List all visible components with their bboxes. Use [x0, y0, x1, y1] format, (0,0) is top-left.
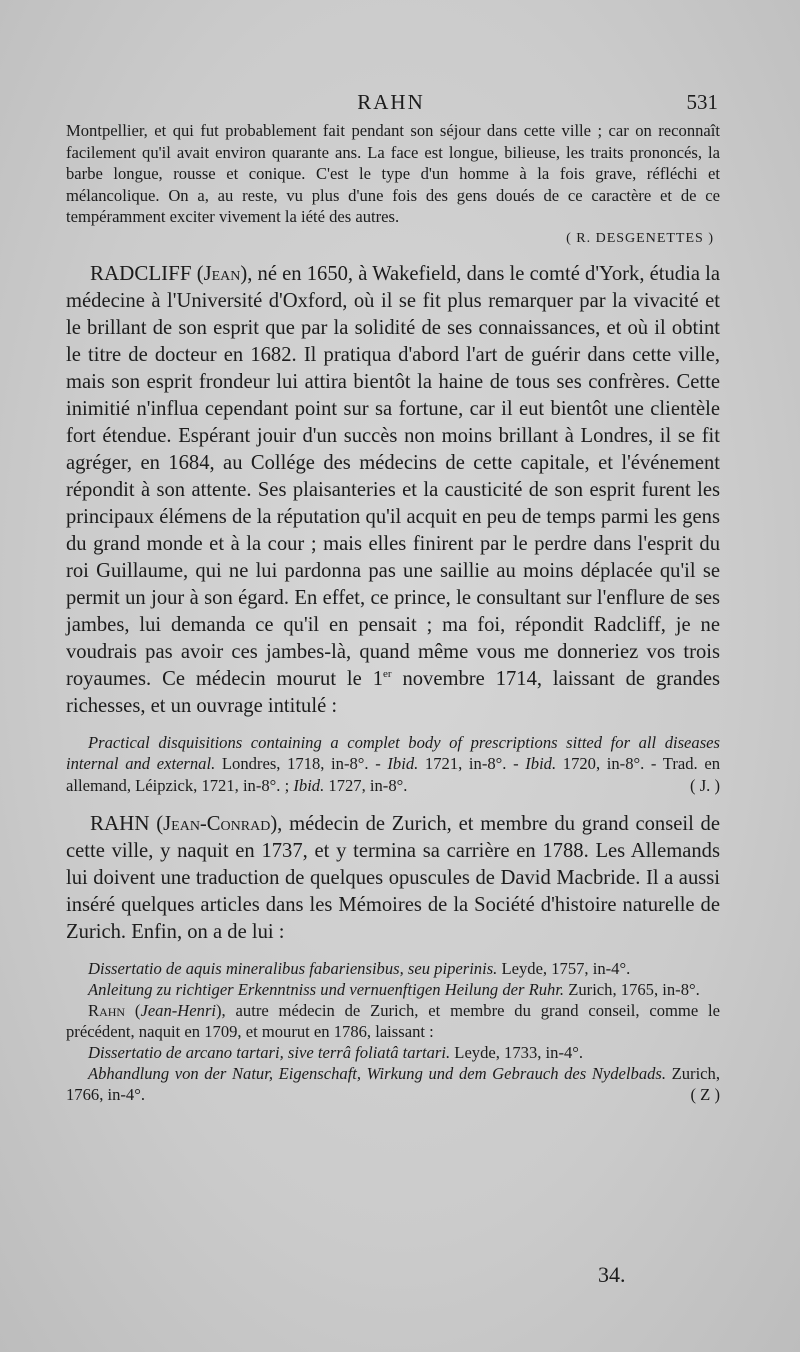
- bibliography-radcliff: [66, 732, 720, 797]
- previous-entry-ending: Montpellier, et qui fut probablement fait pendant son séjour dans cette ville ; car on reconnaît facilement qu'il avait environ quarante ans. La face est longue, bilieuse, les traits prononcés, la barbe longue, rousse et conique. C'est le type d'un homme à la fois grave, réfléchi et mélancolique. On a, au reste, vu plus d'une fois des gens doués de ce caractère et de ce tempéramment exciter vivement la iété des autres.: [66, 121, 720, 226]
- entry-text: ), autre médecin de Zurich, et membre du grand conseil, comme le précédent, naquit en 1709, et mourut en 1786, laissant :: [66, 1001, 720, 1041]
- entry-radcliff: RADCLIFF (Jean), né en 1650, à Wakefield, dans le comté d'York, étudia la médecine à l'Université d'Oxford, où il se fit plus remarquer par la vivacité et le brillant de son esprit que par la solidité de ses connaissances, et où il obtint le titre de docteur en 1682. Il pratiqua d'abord l'art de guérir dans cette ville, mais son esprit frondeur lui attira bientôt la haine de tous ses confrères. Cette inimitié n'influa cependant point sur sa fortune, car il eut bientôt une clientèle fort étendue. Espérant jouir d'un succès non moins brillant à Londres, il se fit agréger, en 1684, au Collége des médecins de cette capitale, et l'événement répondit à son attente. Ses plaisanteries et la causticité de son esprit furent les principaux élémens de la réputation qu'il acquit en peu de temps parmi les gens du grand monde et à la cour ; mais elles finirent par le perdre dans l'esprit du roi Guillaume, qui ne lui pardonna pas une saillie au moins déplacée qu'il se permit un jour à son égard. En effet, ce prince, le consultant sur l'enflure de ses jambes, lui demanda ce qu'il en pensait ; ma foi, répondit Radcliff, je ne voudrais pas avoir ces jambes-là, quand même vous me donneriez vos trois royaumes. Ce médecin mourut le 1er novembre 1714, laissant de grandes richesses, et un ouvrage intitulé :: [66, 260, 720, 717]
- work-details: Leyde, 1757, in-4°.: [497, 959, 631, 978]
- bibliography-rahn-henri-1: [66, 1042, 720, 1063]
- bibliography-rahn-2: [66, 979, 720, 1000]
- ibid-mark: Ibid.: [387, 754, 419, 773]
- entry-name: Rahn: [88, 1001, 126, 1020]
- author-initials: ( J. ): [690, 775, 720, 795]
- work-title: Dissertatio de aquis mineralibus fabariensibus, seu piperinis.: [88, 959, 498, 978]
- entry-name: RADCLIFF: [90, 260, 192, 285]
- entry-text: , né en 1650, à Wakefield, dans le comté d'York, étudia la médecine à l'Université d'Oxford, où il se fit plus remarquer par la vivacité et le brillant de son esprit que par la solidité de ses connaissances, et où il obtint le titre de docteur en 1682. Il pratiqua d'abord l'art de guérir dans cette ville, mais son esprit frondeur lui attira bientôt la haine de tous ses confrères. Cette inimitié n'influa cependant point sur sa fortune, car il eut bientôt une clientèle fort étendue. Espérant jouir d'un succès non moins brillant à Londres, il se fit agréger, en 1684, au Collége des médecins de cette capitale, et l'événement répondit à son attente. Ses plaisanteries et la causticité de son esprit furent les principaux élémens de la réputation qu'il acquit en peu de temps parmi les gens du grand monde et à la cour ; mais elles finirent par le perdre dans l'esprit du roi Guillaume, qui ne lui pardonna pas une saillie au moins déplacée qu'il se permit un jour à son égard. En effet, ce prince, le consultant sur l'enflure de ses jambes, lui demanda ce qu'il en pensait ; ma foi, répondit Radcliff, je ne voudrais pas avoir ces jambes-là, quand même vous me donneriez vos trois royaumes. Ce médecin mourut le 1: [66, 262, 720, 690]
- ordinal-superscript: er: [383, 667, 392, 680]
- page-body: [66, 120, 720, 1105]
- work-details: Londres, 1718, in-8°. -: [215, 754, 388, 773]
- entry-rahn-jean-conrad: RAHN (Jean-Conrad), médecin de Zurich, et membre du grand conseil de cette ville, y naquit en 1737, et y termina sa carrière en 1788. Les Allemands lui doivent une traduction de quelques opuscules de David Macbride. Il a aussi inséré quelques articles dans les Mémoires de la Société d'histoire naturelle de Zurich. Enfin, on a de lui :: [66, 811, 720, 943]
- entry-given-name: Jean: [203, 262, 241, 285]
- work-title: Abhandlung von der Natur, Eigenschaft, Wirkung und dem Gebrauch des Nydelbads.: [88, 1064, 667, 1083]
- work-details: 1727, in-8°.: [324, 775, 408, 795]
- work-details: Leyde, 1733, in-4°.: [450, 1043, 584, 1062]
- entry-given-name: Jean-Conrad: [163, 813, 271, 835]
- entry-text-continued: novembre 1714, laissant de grandes richesses, et un ouvrage intitulé :: [66, 667, 720, 717]
- bibliography-rahn-henri-2: [66, 1063, 720, 1105]
- bibliography-rahn-1: [66, 958, 720, 979]
- work-title: Anleitung zu richtiger Erkenntniss und vernuenftigen Heilung der Ruhr.: [88, 980, 565, 999]
- previous-entry-signature: ( R. DESGENETTES ): [566, 230, 714, 246]
- entry-given-name: Jean-Henri: [140, 1001, 217, 1020]
- work-details: Zurich, 1766, in-4°.: [66, 1064, 720, 1104]
- work-details: Zurich, 1765, in-8°.: [564, 980, 700, 999]
- page-number: 531: [686, 90, 718, 114]
- work-details: 1720, in-8°. - Trad. en allemand, Léipzick, 1721, in-8°. ;: [66, 754, 720, 795]
- ibid-mark: Ibid.: [525, 754, 557, 773]
- ibid-mark: Ibid.: [293, 775, 325, 795]
- signature-folio: 34.: [598, 1262, 626, 1287]
- entry-text: ), médecin de Zurich, et membre du grand conseil de cette ville, y naquit en 1737, et y termina sa carrière en 1788. Les Allemands lui doivent une traduction de quelques opuscules de David Macbride. Il a aussi inséré quelques articles dans les Mémoires de la Société d'histoire naturelle de Zurich. Enfin, on a de lui :: [66, 813, 720, 943]
- entry-name: RAHN: [90, 811, 150, 835]
- work-title: Dissertatio de arcano tartari, sive terrâ foliatâ tartari.: [88, 1043, 451, 1062]
- work-title: Practical disquisitions containing a complet body of prescriptions sitted for all diseases internal and external.: [66, 732, 720, 773]
- entry-rahn-jean-henri: Rahn (Jean-Henri), autre médecin de Zurich, et membre du grand conseil, comme le précédent, naquit en 1709, et mourut en 1786, laissant :: [66, 1001, 720, 1041]
- work-details: 1721, in-8°. -: [418, 754, 526, 773]
- author-initials: ( Z ): [690, 1085, 720, 1104]
- page-header: [66, 90, 716, 118]
- running-head: RAHN: [357, 90, 425, 114]
